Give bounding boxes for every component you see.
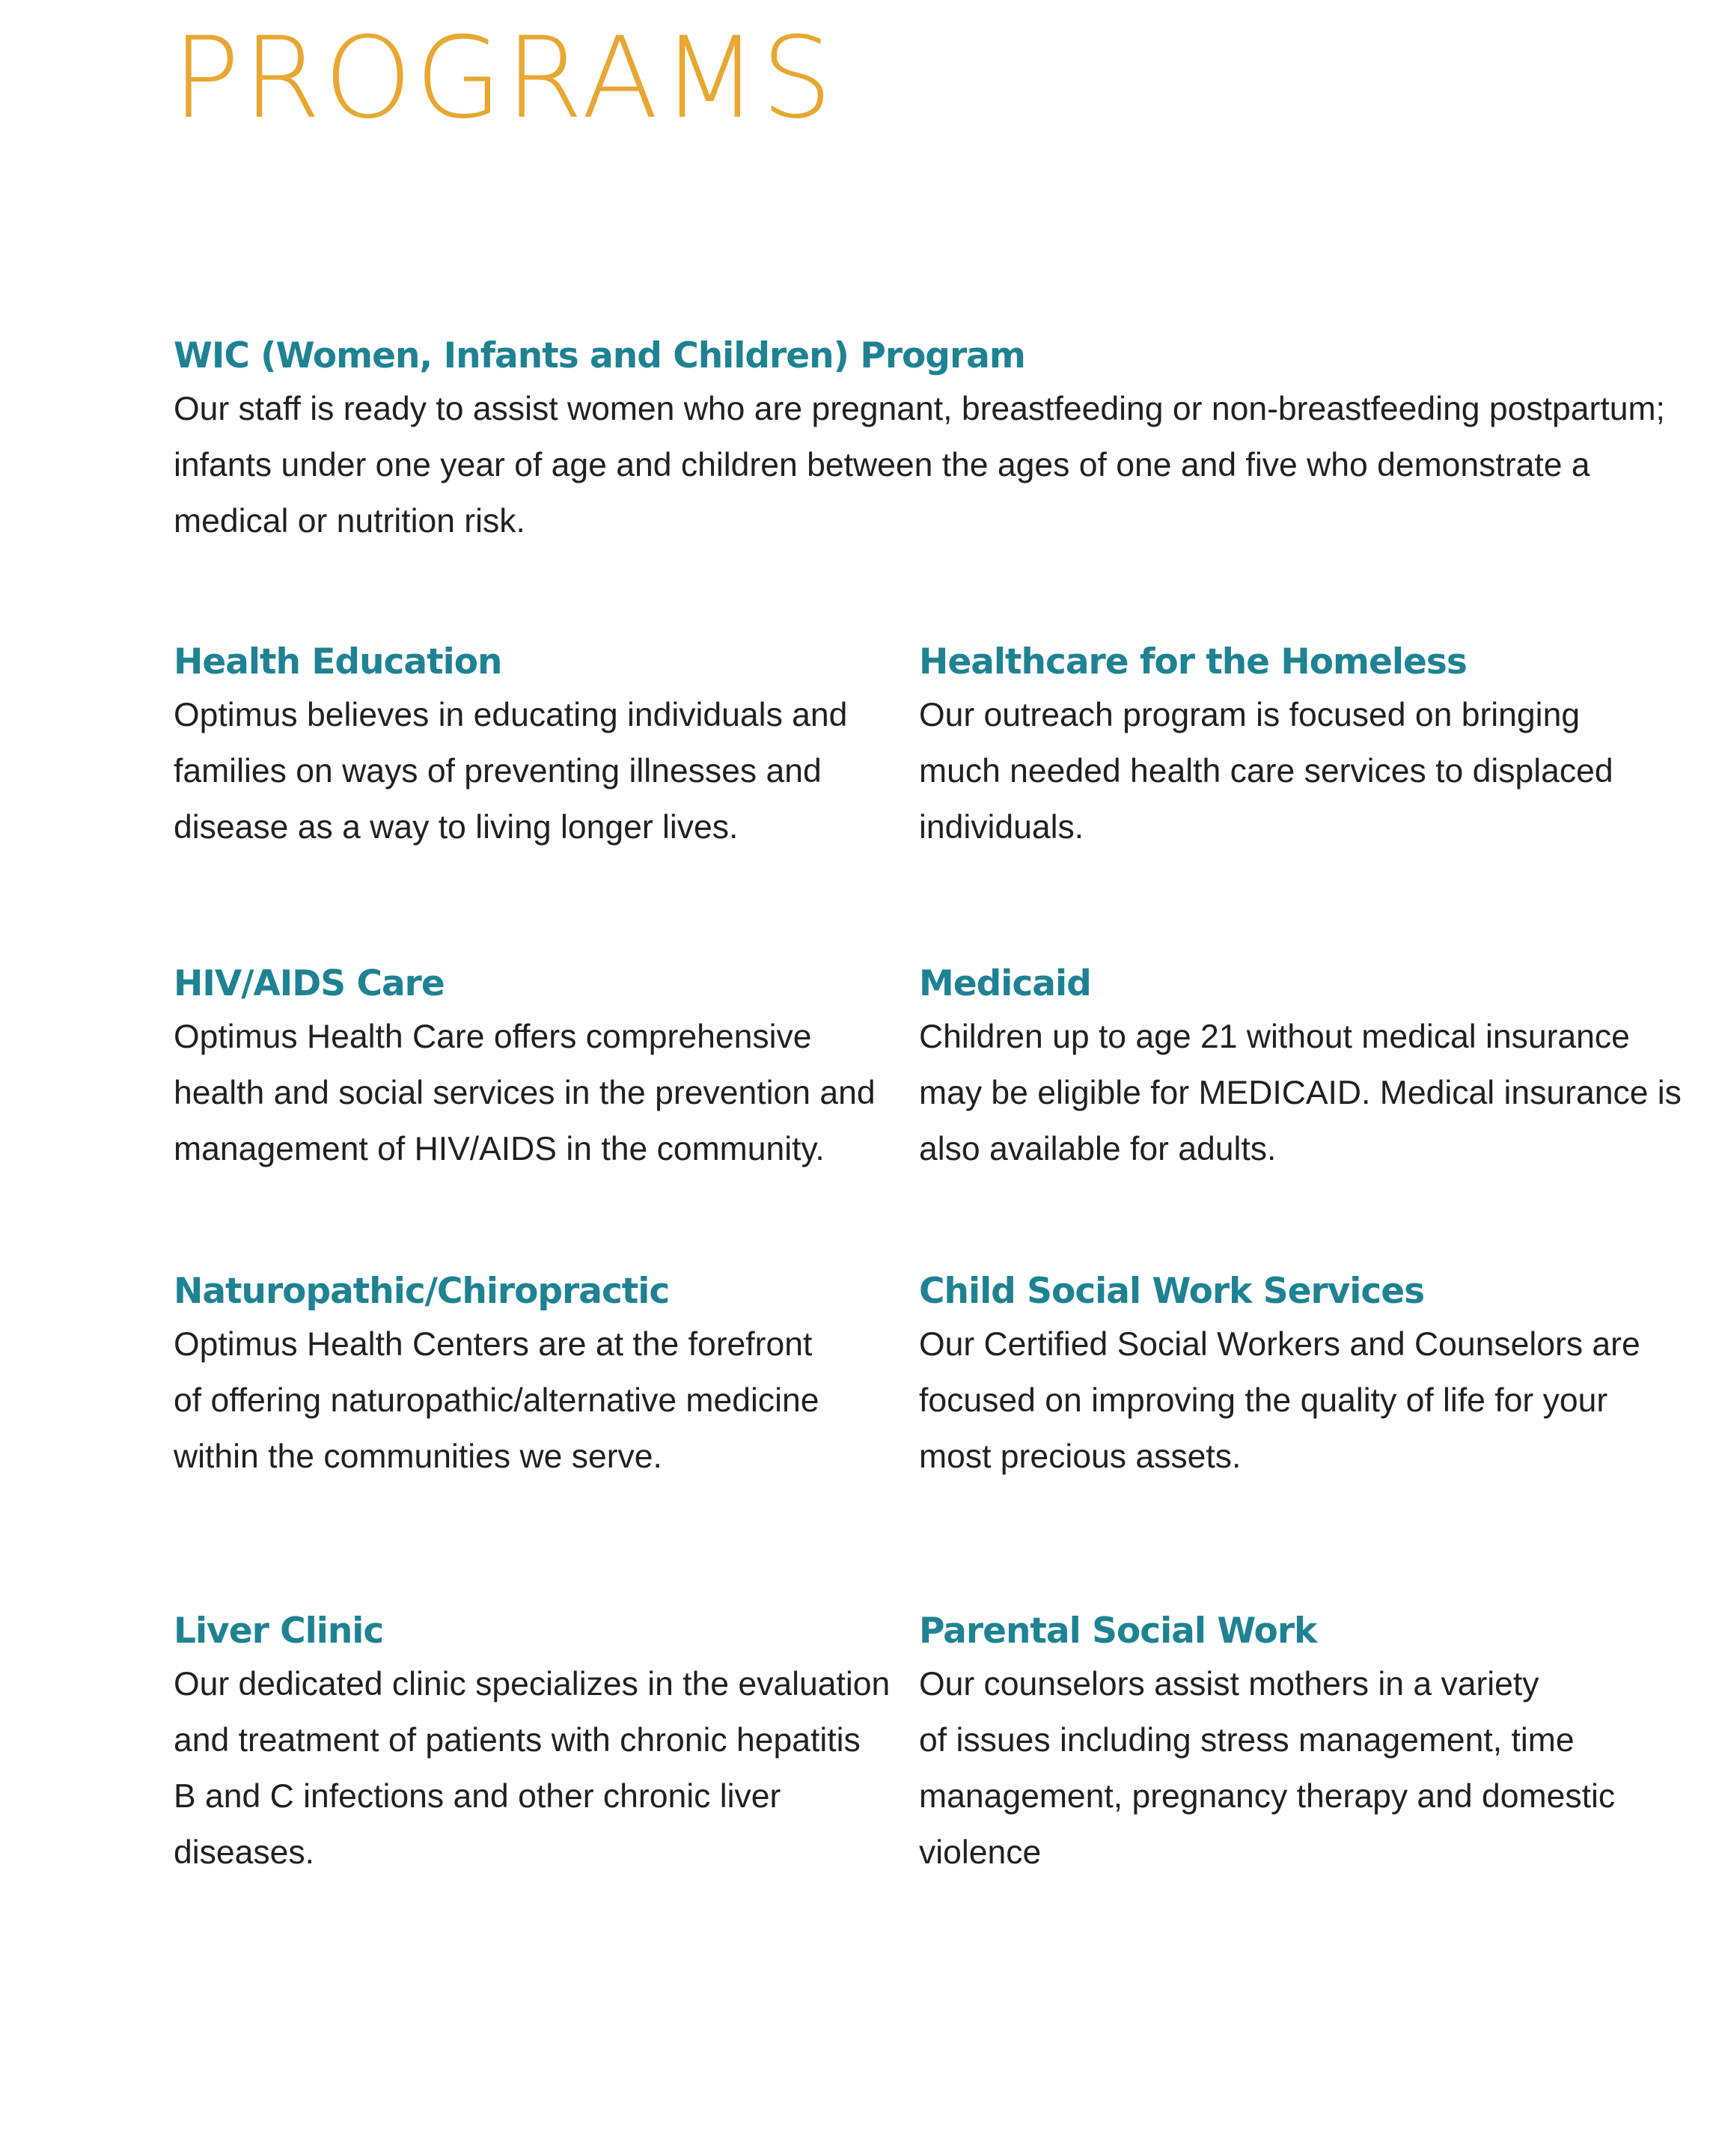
section-body-line: Our Certified Social Workers and Counselors are [919,1326,1640,1363]
section-body-line: may be eligible for MEDICAID. Medical insurance is [919,1075,1682,1111]
section-heading: Healthcare for the Homeless [919,641,1467,682]
section-body-line: individuals. [919,809,1084,846]
section-body-line: Optimus believes in educating individuals and [174,697,848,733]
section-body-line: families on ways of preventing illnesses and [174,753,822,790]
section-body-line: B and C infections and other chronic liver [174,1778,781,1815]
section-liver-clinic [174,1610,907,1881]
section-heading: Medicaid [919,963,1091,1004]
section-body [174,1316,907,1485]
section-child-social-work [919,1271,1697,1485]
section-body-line: management, pregnancy therapy and domestic [919,1778,1616,1815]
section-body [174,1656,907,1881]
section-body-line: also available for adults. [919,1131,1277,1167]
section-body-line: Our outreach program is focused on bringing [919,697,1581,733]
section-body-line: Optimus Health Care offers comprehensive [174,1019,812,1055]
section-health-education [174,641,907,855]
section-body-line: most precious assets. [919,1438,1242,1475]
section-body-line: focused on improving the quality of life for your [919,1382,1608,1419]
section-heading: WIC (Women, Infants and Children) Program [174,335,1025,376]
section-heading: Health Education [174,641,502,682]
section-body-line: of offering naturopathic/alternative medicine [174,1382,819,1419]
section-body-line: diseases. [174,1834,314,1871]
section-heading: Parental Social Work [919,1610,1317,1652]
section-body [919,1656,1697,1881]
section-body-line: within the communities we serve. [174,1438,662,1475]
page-title: PROGRAMS [172,13,836,144]
section-medicaid [919,963,1697,1177]
section-body-line: Optimus Health Centers are at the forefront [174,1326,813,1363]
section-body-line: disease as a way to living longer lives. [174,809,739,846]
section-body [174,381,1693,549]
section-healthcare-homeless [919,641,1697,855]
section-body [174,687,907,855]
section-parental-social-work [919,1610,1697,1881]
section-body [919,687,1697,855]
section-heading: Child Social Work Services [919,1271,1425,1312]
section-heading: HIV/AIDS Care [174,963,445,1004]
section-body-line: management of HIV/AIDS in the community. [174,1131,825,1167]
section-naturopathic-chiropractic [174,1271,907,1485]
section-body-line: health and social services in the prevention and [174,1075,876,1111]
section-body-line: Children up to age 21 without medical insurance [919,1019,1630,1055]
section-body-line: Our dedicated clinic specializes in the evaluation [174,1666,891,1702]
section-heading: Naturopathic/Chiropractic [174,1271,670,1312]
section-body-line: and treatment of patients with chronic hepatitis [174,1722,861,1759]
section-body-line: of issues including stress management, time [919,1722,1575,1759]
section-heading: Liver Clinic [174,1610,384,1652]
section-body [919,1316,1697,1485]
section-body [174,1009,907,1177]
section-body-line: Our counselors assist mothers in a variety [919,1666,1539,1702]
section-hiv-aids-care [174,963,907,1177]
section-body-line: much needed health care services to displaced [919,753,1613,790]
section-body-line: medical or nutrition risk. [174,503,525,540]
section-body-line: infants under one year of age and children between the ages of one and five who demonstrate a [174,447,1590,483]
section-wic [174,335,1693,549]
section-body [919,1009,1697,1177]
section-body-line: violence [919,1834,1042,1871]
section-body-line: Our staff is ready to assist women who are pregnant, breastfeeding or non-breastfeeding postpartum; [174,391,1665,427]
